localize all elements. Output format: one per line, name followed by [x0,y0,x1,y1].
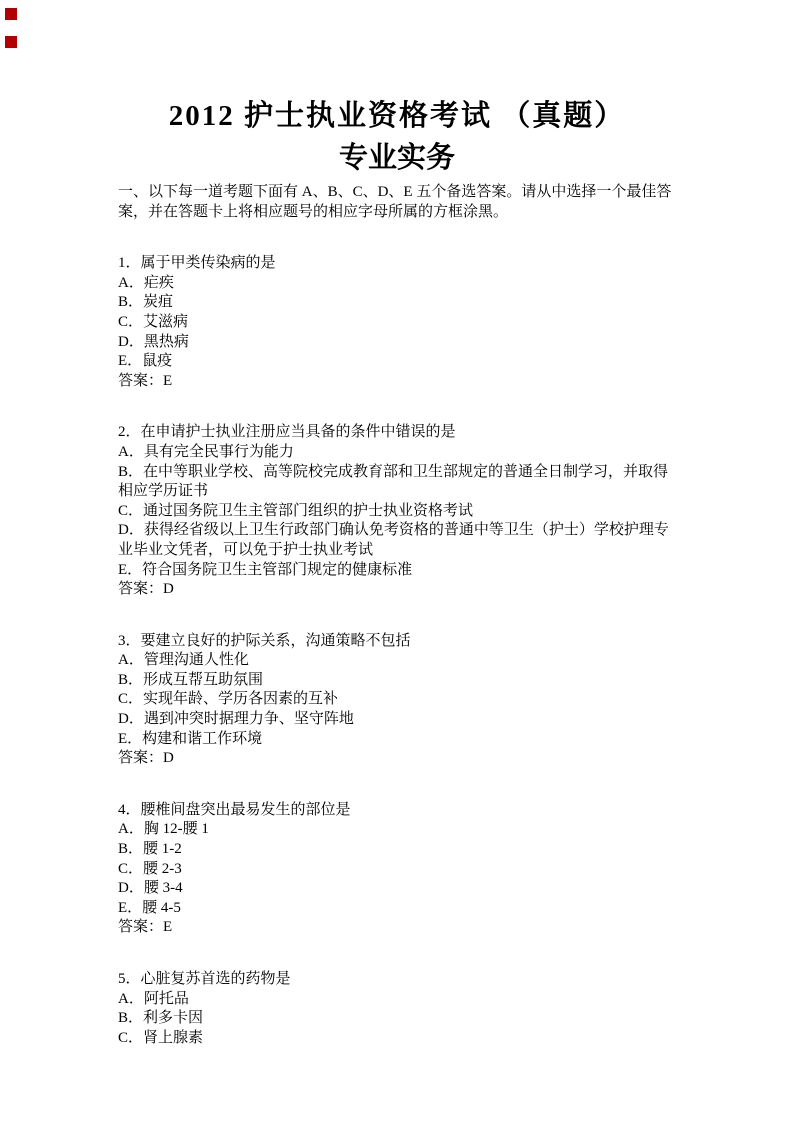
red-marker-icon [5,8,17,20]
question-option: C．腰 2-3 [118,860,182,877]
question-option: A．阿托品 [118,990,189,1007]
question-option: C．通过国务院卫生主管部门组织的护士执业资格考试 [118,502,474,519]
question-answer: 答案：E [118,919,173,936]
question-answer: 答案：D [118,581,174,598]
question-stem: 4．腰椎间盘突出最易发生的部位是 [118,801,351,818]
question-option: A．管理沟通人性化 [118,652,249,669]
question-stem: 3．要建立良好的护际关系，沟通策略不包括 [118,632,411,649]
question-block [118,970,676,1048]
question-option: B．在中等职业学校、高等院校完成教育部和卫生部规定的普通全日制学习，并取得相应学历证书 [118,463,669,500]
question-option: E．腰 4-5 [118,899,181,916]
question-block [118,254,676,391]
question-option: B．利多卡因 [118,1010,204,1027]
question-option: A．具有完全民事行为能力 [118,443,294,460]
question-option: C．肾上腺素 [118,1029,204,1046]
question-option: C．实现年龄、学历各因素的互补 [118,691,339,708]
question-block [118,423,676,599]
question-option: B．炭疽 [118,294,174,311]
section-instructions: 一、以下每一道考题下面有 A、B、C、D、E 五个备选答案。请从中选择一个最佳答案，并在答题卡上将相应题号的相应字母所属的方框涂黑。 [118,184,672,220]
question-stem: 5．心脏复苏首选的药物是 [118,971,291,987]
question-option: A．胸 12-腰 1 [118,821,209,838]
question-block [118,632,676,769]
question-option: B．形成互帮互助氛围 [118,671,264,688]
question-list [118,254,676,1048]
red-marker-icon [5,36,17,48]
question-answer: 答案：D [118,750,174,767]
document-body [118,183,676,1048]
question-option: E．鼠疫 [118,353,173,370]
question-option: D．黑热病 [118,333,189,350]
document-subtitle: 专业实务 [338,142,455,174]
document-title: 2012 护士执业资格考试 （真题） [168,100,626,132]
question-option: D．腰 3-4 [118,880,183,897]
question-block [118,801,676,938]
question-stem: 1．属于甲类传染病的是 [118,255,276,272]
question-option: E．符合国务院卫生主管部门规定的健康标准 [118,561,413,578]
question-option: B．腰 1-2 [118,841,182,858]
question-option: D．获得经省级以上卫生行政部门确认免考资格的普通中等卫生（护士）学校护理专业毕业文凭者，可以免于护士执业考试 [118,522,669,558]
question-stem: 2．在申请护士执业注册应当具备的条件中错误的是 [118,424,456,441]
question-option: D．遇到冲突时据理力争、坚守阵地 [118,711,354,728]
question-option: E．构建和谐工作环境 [118,730,263,747]
question-option: A．疟疾 [118,274,174,291]
question-answer: 答案：E [118,372,173,389]
question-option: C．艾滋病 [118,313,189,330]
